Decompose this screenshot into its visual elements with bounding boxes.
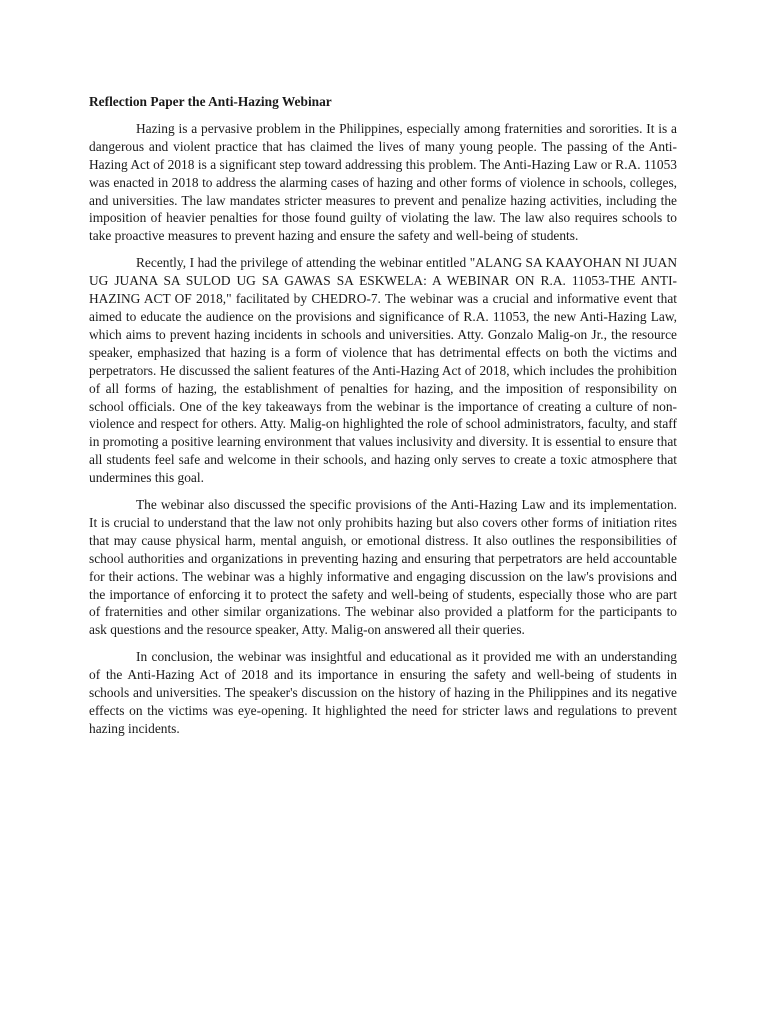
paragraph-webinar-overview: Recently, I had the privilege of attending the webinar entitled "ALANG SA KAAYOHAN NI JUAN UG JUANA SA SULOD UG SA GAWAS SA ESKWELA: A WEBINAR ON R.A. 11053-THE ANTI-HAZING ACT OF 2018," facilitated by CHEDRO-7. The webinar was a crucial and informative event that aimed to educate the audience on the provisions and significance of R.A. 11053, the new Anti-Hazing Law, which aims to prevent hazing incidents in schools and universities. Atty. Gonzalo Malig-on Jr., the resource speaker, emphasized that hazing is a form of violence that has detrimental effects on both the victims and perpetrators. He discussed the salient features of the Anti-Hazing Act of 2018, which includes the prohibition of all forms of hazing, the establishment of penalties for hazing, and the imposition of responsibility on school officials. One of the key takeaways from the webinar is the importance of creating a culture of non-violence and respect for others. Atty. Malig-on highlighted the role of school administrators, faculty, and staff in promoting a positive learning environment that values inclusivity and diversity. It is essential to ensure that all students feel safe and welcome in their schools, and hazing only serves to create a toxic atmosphere that undermines this goal. bbox=[89, 255, 677, 486]
document-body bbox=[89, 93, 677, 747]
paragraph-law-provisions: The webinar also discussed the specific provisions of the Anti-Hazing Law and its implementation. It is crucial to understand that the law not only prohibits hazing but also covers other forms of initiation rites that may cause physical harm, mental anguish, or emotional distress. It also outlines the responsibilities of school authorities and organizations in preventing hazing and ensuring that perpetrators are held accountable for their actions. The webinar was a highly informative and engaging discussion on the law's provisions and the importance of enforcing it to protect the safety and well-being of students, especially those who are part of fraternities and other similar organizations. The webinar also provided a platform for the participants to ask questions and the resource speaker, Atty. Malig-on answered all their queries. bbox=[89, 497, 677, 638]
document-title: Reflection Paper the Anti-Hazing Webinar bbox=[89, 94, 332, 109]
paragraph-introduction: Hazing is a pervasive problem in the Philippines, especially among fraternities and sororities. It is a dangerous and violent practice that has claimed the lives of many young people. The passing of the Anti-Hazing Act of 2018 is a significant step toward addressing this problem. The Anti-Hazing Law or R.A. 11053 was enacted in 2018 to address the alarming cases of hazing and other forms of violence in schools, colleges, and universities. The law mandates stricter measures to prevent and penalize hazing activities, including the imposition of heavier penalties for those found guilty of violating the law. The law also requires schools to take proactive measures to prevent hazing and ensure the safety and well-being of students. bbox=[89, 120, 677, 244]
paragraph-conclusion: In conclusion, the webinar was insightful and educational as it provided me with an understanding of the Anti-Hazing Act of 2018 and its importance in ensuring the safety and well-being of students in schools and universities. The speaker's discussion on the history of hazing in the Philippines and its negative effects on the victims was eye-opening. It highlighted the need for stricter laws and regulations to prevent hazing incidents. bbox=[89, 649, 677, 736]
